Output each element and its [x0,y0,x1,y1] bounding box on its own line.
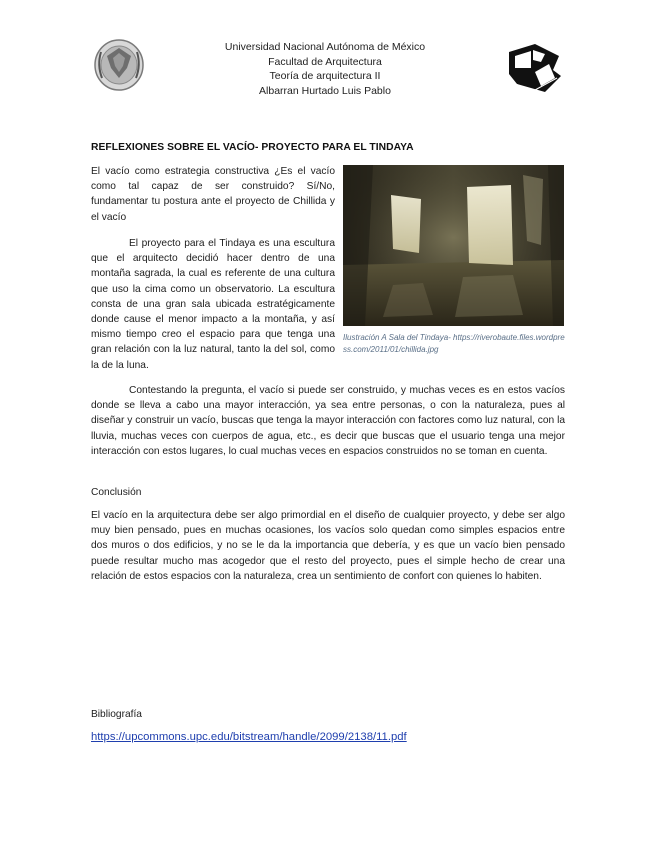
university-name: Universidad Nacional Autónoma de México [224,41,426,53]
faculty-name: Facultad de Arquitectura [268,55,382,68]
answer-paragraph: Contestando la pregunta, el vacío si puede ser construido, y muchas veces es en estos vacíos donde se lleva a cabo una mayor interacción, ya sea entre personas, o con la naturaleza, pues al diseñar y construir un vacío, buscas que tenga la mayor interacción con factores como luz natural, con la lluvia, muchas veces con cuerpos de agua, etc., es decir que buscas que el usuario tenga una mejor interacción con estos lugares, lo cual muchas veces en espacios construidos no se toman en cuenta. [91,385,565,457]
facultad-arquitectura-logo [505,42,563,94]
question-paragraph: El vacío como estrategia constructiva ¿Es el vacío como tal capaz de ser construido? Sí/No, fundamentar tu postura ante el proyecto de Chillida y el vacío [91,166,335,223]
conclusion-heading: Conclusión [91,487,142,498]
bibliography-heading: Bibliografía [91,709,142,720]
unam-seal-icon [93,38,145,92]
document-header [180,40,470,98]
conclusion-paragraph: El vacío en la arquitectura debe ser algo primordial en el diseño de cualquier proyecto, y debe ser algo muy bien pensado, pues en muchas ocasiones, los vacíos solo quedan como simples espacios entre dos muros o dos edificios, y no se le da la importancia que debería, y es que un vacío bien pensado puede resultar mucho mas acogedor que el resto del proyecto, pues el simple hecho de crear una relación de estos espacios con la naturaleza, crea un sentimiento de confort con quienes lo habiten. [91,510,565,582]
course-name: Teoría de arquitectura II [269,70,381,82]
figure-caption: Ilustración A Sala del Tindaya- https://riverobaute.files.wordpress.com/2011/01/chillida.jpg [343,333,565,354]
author-name: Albarran Hurtado Luis Pablo [259,84,391,97]
bibliography-link[interactable]: https://upcommons.upc.edu/bitstream/handle/2099/2138/11.pdf [91,731,407,743]
tindaya-hall-photo [343,165,564,326]
intro-paragraph: El proyecto para el Tindaya es una escultura que el arquitecto decidió hacer dentro de una montaña sagrada, la cual es referente de una cultura que uso la cima como un observatorio. La escultura consta de una gran sala ubicada estratégicamente donde cause el menor impacto a la montaña, y así mismo tiempo creo el espacio para que tenga una gran relación con la luz natural, tanto la del sol, como la de la luna. [91,238,335,371]
document-title: REFLEXIONES SOBRE EL VACÍO- PROYECTO PARA EL TINDAYA [91,142,414,153]
